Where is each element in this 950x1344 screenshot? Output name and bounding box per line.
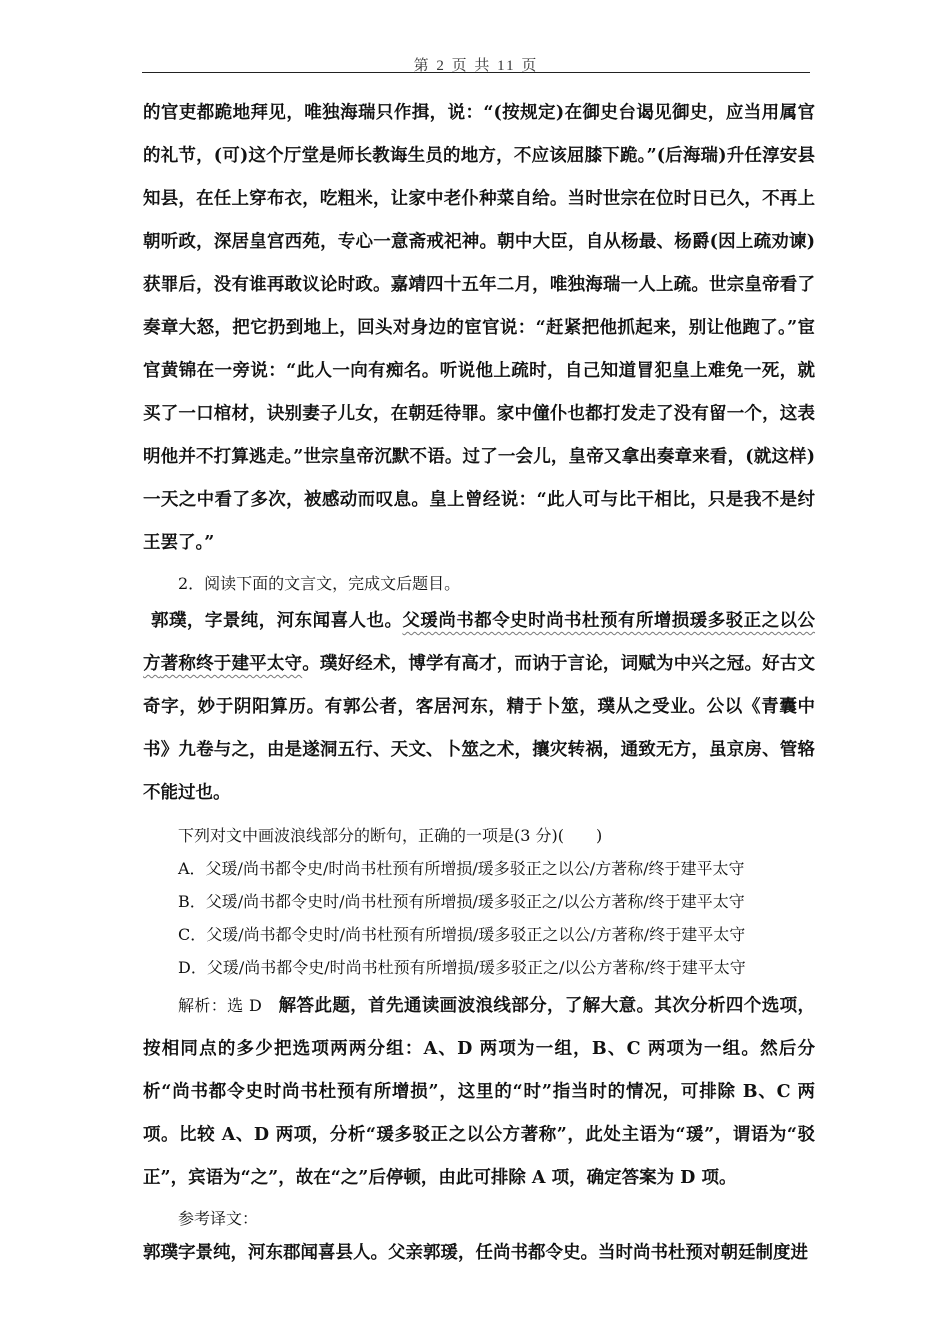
option-a: A．父瑗/尚书都令史/时尚书杜预有所增损/瑗多驳正之以公/方著称/终于建平太守 bbox=[178, 859, 745, 878]
page-content bbox=[143, 92, 815, 1271]
passage-rest: 。璞好经术，博学有高才，而讷于言论，词赋为中兴之冠。好古文奇字，妙于阴阳算历。有郭公者，客居河东，精于卜筮，璞从之受业。公以《青囊中书》九卷与之，由是遂洞五行、天文、卜筮之术，攘灾转祸，通致无方，虽京房、管辂不能过也。 bbox=[143, 654, 816, 803]
analysis-label: 解析：选 D bbox=[178, 996, 279, 1015]
analysis-text: 解答此题，首先通读画波浪线部分，了解大意。其次分析四个选项，按相同点的多少把选项两两分组：A、D 两项为一组，B、C 两项为一组。然后分析“尚书都令史时尚书杜预有所增损”，这里的“时”指当时的情况，可排除 B、C 两项。比较 A、D 两项，分析“瑗多驳正之以公方著称”，此处主语为“瑗”，谓语为“驳正”，宾语为“之”，故在“之”后停顿，由此可排除 A 项，确定答案为 D 项。 bbox=[143, 996, 815, 1188]
option-c: C．父瑗/尚书都令史时/尚书杜预有所增损/瑗多驳正之以公/方著称/终于建平太守 bbox=[178, 925, 746, 944]
analysis-paragraph bbox=[143, 984, 815, 1200]
reference-text: 郭璞字景纯，河东郡闻喜县人。父亲郭瑗，任尚书都令史。当时尚书杜预对朝廷制度进 bbox=[143, 1243, 808, 1263]
page-header: 第 2 页 共 11 页 bbox=[413, 58, 539, 74]
passage-start: 郭璞，字景纯，河东闻喜人也。 bbox=[151, 611, 403, 631]
question-title: 2．阅读下面的文言文，完成文后题目。 bbox=[178, 574, 461, 593]
option-d: D．父瑗/尚书都令史/时尚书杜预有所增损/瑗多驳正之/以公方著称/终于建平太守 bbox=[178, 958, 746, 977]
header-rule bbox=[142, 72, 810, 73]
translation-paragraph: 的官吏都跪地拜见，唯独海瑞只作揖，说：“(按规定)在御史台谒见御史，应当用属官的礼节，(可)这个厅堂是师长教诲生员的地方，不应该屈膝下跪。”(后海瑞)升任淳安县知县，在任上穿布衣，吃粗米，让家中老仆种菜自给。当时世宗在位时日已久，不再上朝听政，深居皇宫西苑，专心一意斋戒祀神。朝中大臣，自从杨最、杨爵(因上疏劝谏)获罪后，没有谁再敢议论时政。嘉靖四十五年二月，唯独海瑞一人上疏。世宗皇帝看了奏章大怒，把它扔到地上，回头对身边的宦官说：“赶紧把他抓起来，别让他跑了。”宦官黄锦在一旁说：“此人一向有痴名。听说他上疏时，自己知道冒犯皇上难免一死，就买了一口棺材，诀别妻子儿女，在朝廷待罪。家中僮仆也都打发走了没有留一个，这表明他并不打算逃走。”世宗皇帝沉默不语。过了一会儿，皇帝又拿出奏章来看，(就这样)一天之中看了多次，被感动而叹息。皇上曾经说：“此人可与比干相比，只是我不是纣王罢了。” bbox=[143, 103, 815, 553]
classical-passage bbox=[143, 600, 815, 815]
question-prompt: 下列对文中画波浪线部分的断句，正确的一项是(3 分)( ) bbox=[178, 826, 603, 845]
wavy-segment-2: 著称终于建平太守 bbox=[160, 654, 303, 674]
wavy-segment-1: 父瑗尚书都令史时尚书杜预有所增损瑗多驳正之以公方 bbox=[143, 611, 816, 674]
option-b: B．父瑗/尚书都令史时/尚书杜预有所增损/瑗多驳正之/以公方著称/终于建平太守 bbox=[178, 892, 745, 911]
reference-label: 参考译文： bbox=[178, 1209, 259, 1228]
